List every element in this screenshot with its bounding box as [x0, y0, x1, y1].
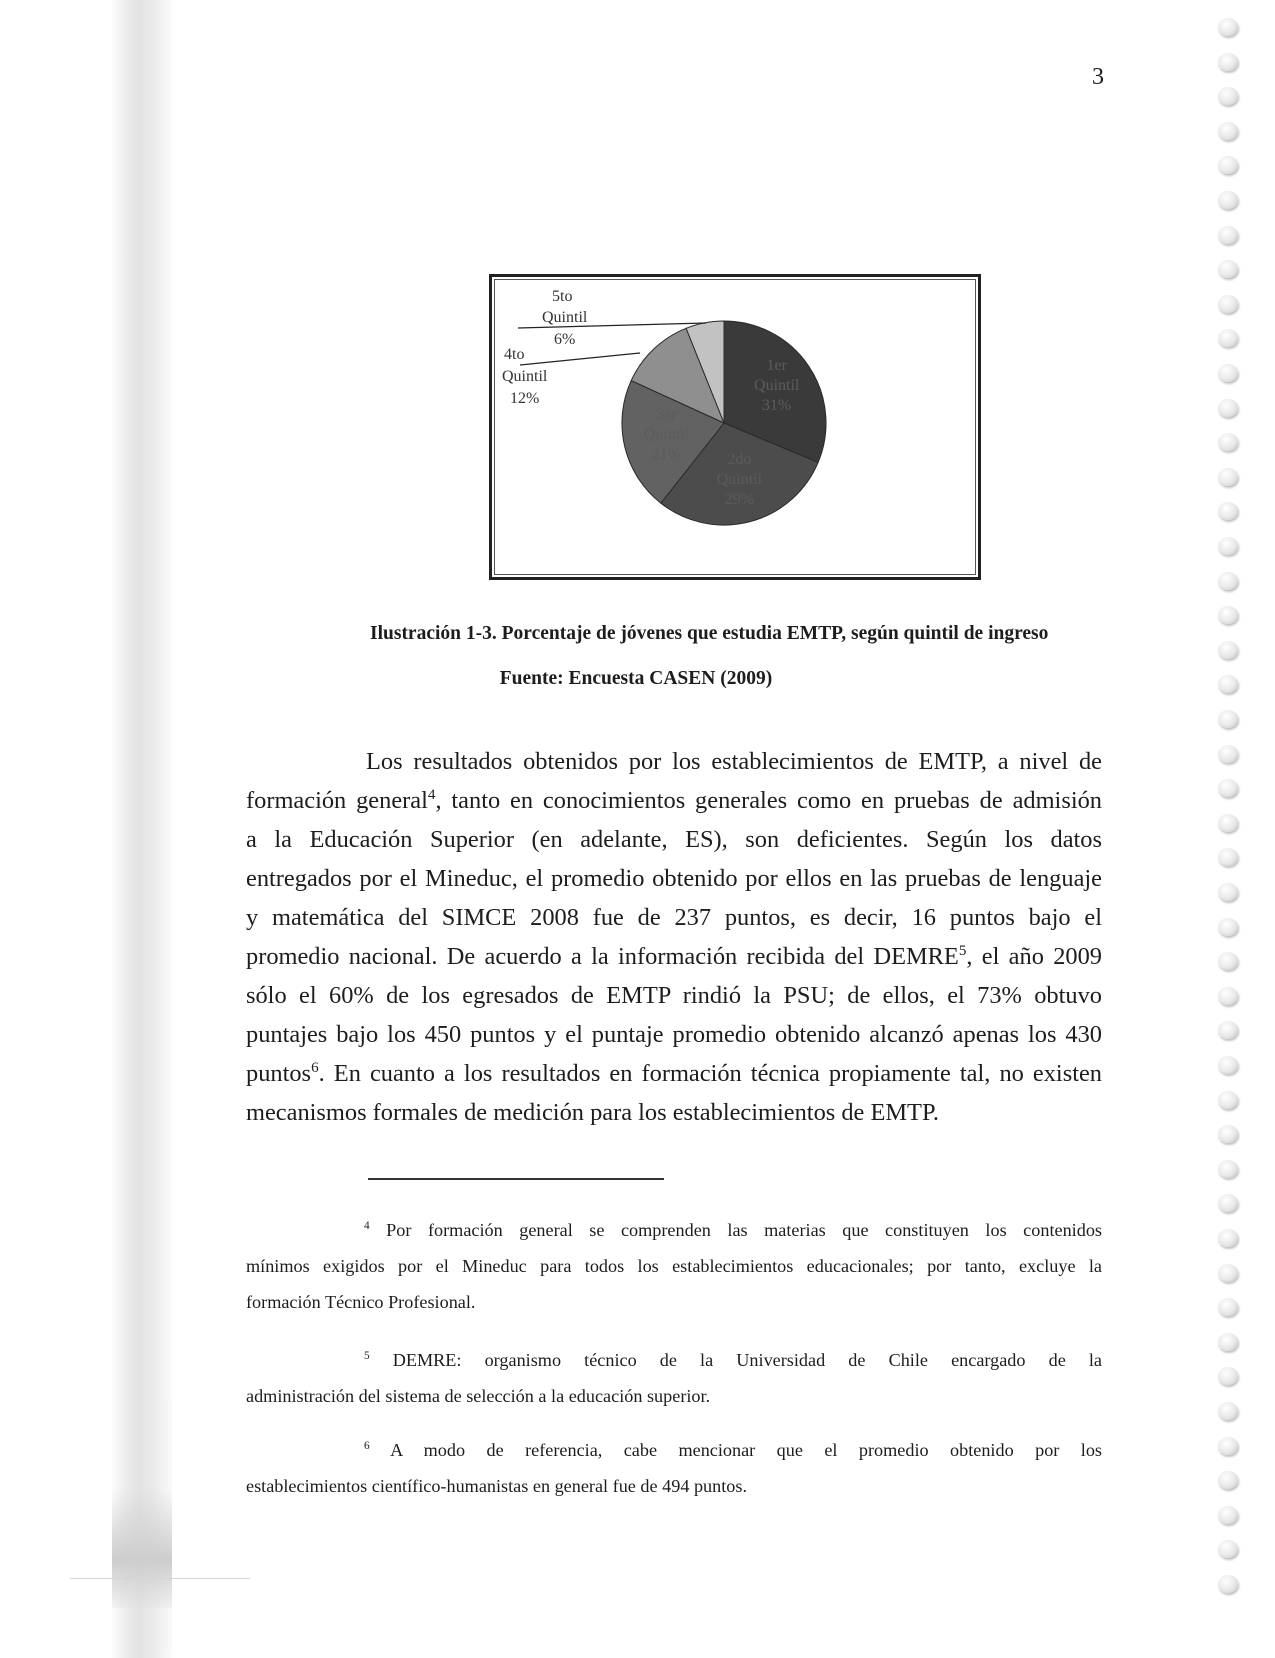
binding-hole [1218, 883, 1238, 901]
binding-hole [1218, 952, 1238, 970]
body-line: promedio nacional. De acuerdo a la información recibida del DEMRE$^5$, el año 2009 [246, 942, 1102, 970]
footnote-line: $^4$ Por formación general se comprenden las materias que constituyen los contenidos [364, 1219, 1102, 1240]
body-line: a la Educación Superior (en adelante, ES), son deficientes. Según los datos [246, 826, 1102, 853]
label-5to-line1: 5to [552, 288, 573, 305]
scan-binding-shadow [112, 0, 172, 1658]
binding-hole [1218, 87, 1238, 105]
slice-label-1-line2: Quintil [754, 377, 800, 394]
body-line: sólo el 60% de los egresados de EMTP rindió la PSU; de ellos, el 73% obtuvo [246, 982, 1102, 1009]
binding-hole [1218, 260, 1238, 278]
binding-hole [1218, 814, 1238, 832]
binding-hole [1218, 329, 1238, 347]
slice-label-3-line3: 21% [651, 445, 682, 463]
leader-line-4to [520, 353, 640, 365]
binding-hole [1218, 1367, 1238, 1385]
footnote-line: mínimos exigidos por el Mineduc para todos los establecimientos educacionales; por tanto, excluye la [246, 1256, 1102, 1276]
label-4to-line2: Quintil [502, 368, 548, 385]
binding-hole [1218, 848, 1238, 866]
binding-hole [1218, 1298, 1238, 1316]
binding-hole [1218, 1160, 1238, 1178]
body-paragraph [246, 742, 1102, 1132]
pie-slice-5 [686, 321, 724, 423]
footnote-separator [368, 1178, 664, 1180]
binding-hole [1218, 675, 1238, 693]
binding-hole [1218, 191, 1238, 209]
binding-hole [1218, 1437, 1238, 1455]
footnote-marker: 4 [364, 1219, 370, 1232]
binding-hole [1218, 1091, 1238, 1109]
leader-line-5to [518, 323, 706, 328]
footnote-line: $^6$ A modo de referencia, cabe mencionar que el promedio obtenido por los [364, 1439, 1102, 1460]
binding-hole [1218, 1264, 1238, 1282]
scan-edge-line [70, 1578, 250, 1579]
binding-hole [1218, 918, 1238, 936]
binding-hole [1218, 226, 1238, 244]
slice-label-2-line1: 2do [727, 451, 752, 469]
binding-hole [1218, 399, 1238, 417]
label-4to-value: 12% [510, 390, 540, 407]
footnote-ref: 4 [427, 786, 436, 803]
binding-hole [1218, 1471, 1238, 1489]
footnote-line: establecimientos científico-humanistas en general fue de 494 puntos. [246, 1476, 748, 1496]
slice-label-1-line1: 1er [766, 357, 787, 374]
body-line: y matemática del SIMCE 2008 fue de 237 puntos, es decir, 16 puntos bajo el [246, 904, 1102, 931]
binding-hole [1218, 572, 1238, 590]
binding-hole [1218, 537, 1238, 555]
pie-chart [492, 277, 978, 577]
figure-caption: Ilustración 1-3. Porcentaje de jóvenes que estudia EMTP, según quintil de ingreso [370, 623, 1049, 644]
page-number: 3 [1092, 64, 1104, 90]
label-5to-value: 6% [554, 331, 576, 348]
footnote-ref: 5 [958, 942, 967, 959]
body-line: entregados por el Mineduc, el promedio obtenido por ellos en las pruebas de lenguaje [246, 865, 1102, 892]
pie-slice-1 [724, 321, 826, 462]
label-4to-line1: 4to [504, 346, 525, 363]
slice-label-3-line1: 3er [656, 405, 677, 423]
binding-hole [1218, 295, 1238, 313]
binding-hole [1218, 364, 1238, 382]
binding-hole [1218, 156, 1238, 174]
binding-hole [1218, 53, 1238, 71]
binding-hole [1218, 745, 1238, 763]
pie-slice-3 [622, 381, 724, 504]
binding-hole [1218, 710, 1238, 728]
footnote-6 [246, 1432, 1102, 1504]
footnote-ref: 6 [311, 1059, 319, 1076]
pie-slice-2 [661, 423, 818, 525]
binding-hole [1218, 987, 1238, 1005]
binding-hole [1218, 641, 1238, 659]
binding-hole [1218, 779, 1238, 797]
spiral-binding [1218, 18, 1248, 1638]
binding-hole [1218, 1056, 1238, 1074]
figure-source: Fuente: Encuesta CASEN (2009) [499, 668, 773, 689]
binding-hole [1218, 1333, 1238, 1351]
body-line: Los resultados obtenidos por los establecimientos de EMTP, a nivel de [366, 748, 1102, 775]
binding-hole [1218, 502, 1238, 520]
binding-hole [1218, 1125, 1238, 1143]
footnote-4 [246, 1212, 1102, 1320]
body-line: formación general$^4$, tanto en conocimientos generales como en pruebas de admisión [246, 786, 1102, 814]
pie-chart-figure [489, 274, 981, 580]
slice-label-2-line3: 29% [724, 491, 755, 509]
binding-hole [1218, 122, 1238, 140]
binding-hole [1218, 433, 1238, 451]
binding-hole [1218, 1021, 1238, 1039]
slice-label-1-line3: 31% [762, 397, 792, 414]
binding-hole [1218, 1402, 1238, 1420]
binding-hole [1218, 1506, 1238, 1524]
footnote-line: $^5$ DEMRE: organismo técnico de la Universidad de Chile encargado de la [364, 1349, 1103, 1370]
binding-hole [1218, 1540, 1238, 1558]
footnote-marker: 5 [364, 1349, 370, 1362]
body-line: mecanismos formales de medición para los establecimientos de EMTP. [246, 1099, 939, 1126]
binding-hole [1218, 1229, 1238, 1247]
label-5to-line2: Quintil [542, 309, 588, 326]
pie-slice-4 [631, 328, 724, 423]
binding-hole [1218, 1575, 1238, 1593]
footnote-line: formación Técnico Profesional. [246, 1292, 476, 1312]
binding-hole [1218, 1194, 1238, 1212]
binding-hole [1218, 468, 1238, 486]
body-line: puntos$^6$. En cuanto a los resultados en formación técnica propiamente tal, no existen [246, 1059, 1102, 1087]
binding-hole [1218, 606, 1238, 624]
footnote-marker: 6 [364, 1439, 370, 1452]
slice-label-3-line2: Quintil [643, 425, 690, 443]
slice-label-2-line2: Quintil [716, 471, 763, 489]
body-line: puntajes bajo los 450 puntos y el puntaje promedio obtenido alcanzó apenas los 430 [246, 1021, 1102, 1048]
footnote-line: administración del sistema de selección a la educación superior. [246, 1386, 711, 1406]
footnote-5 [246, 1342, 1102, 1414]
binding-hole [1218, 18, 1238, 36]
